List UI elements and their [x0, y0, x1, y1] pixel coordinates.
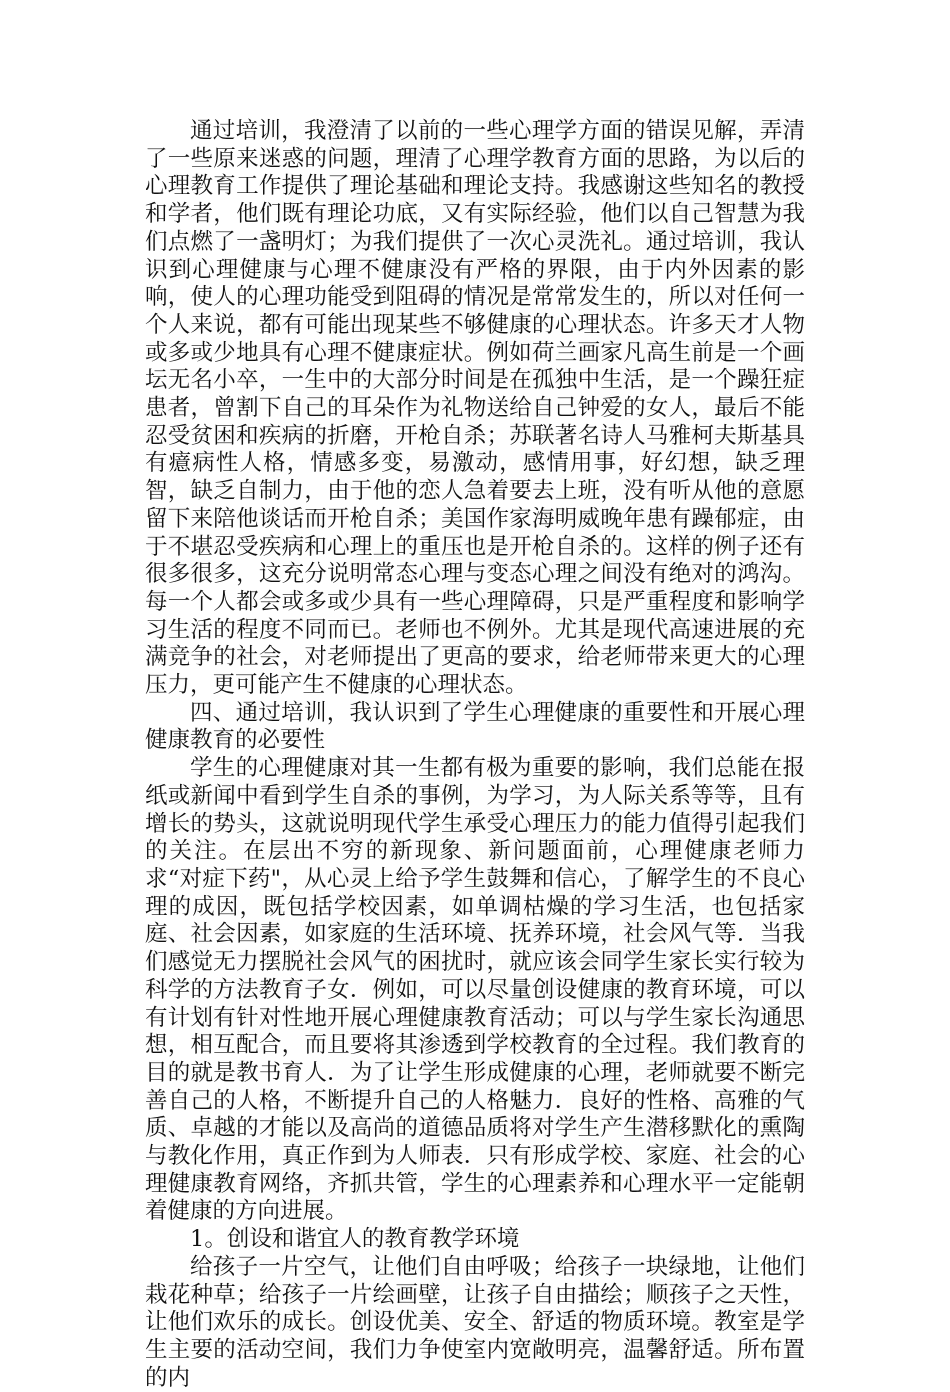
section-heading: 四、通过培训，我认识到了学生心理健康的重要性和开展心理健康教育的必要性 [145, 699, 805, 754]
body-paragraph: 通过培训，我澄清了以前的一些心理学方面的错误见解，弄清了一些原来迷惑的问题，理清了心理学教育方面的思路，为以后的心理教育工作提供了理论基础和理论支持。我感谢这些知名的教授和学者，他们既有理论功底，又有实际经验，他们以自己智慧为我们点燃了一盏明灯；为我们提供了一次心灵洗礼。通过培训，我认识到心理健康与心理不健康没有严格的界限，由于内外因素的影响，使人的心理功能受到阻碍的情况是常常发生的，所以对任何一个人来说，都有可能出现某些不够健康的心理状态。许多天才人物或多或少地具有心理不健康症状。例如荷兰画家凡高生前是一个画坛无名小卒，一生中的大部分时间是在孤独中生活，是一个躁狂症患者，曾割下自己的耳朵作为礼物送给自己钟爱的女人，最后不能忍受贫困和疾病的折磨，开枪自杀；苏联著名诗人马雅柯夫斯基具有癔病性人格，情感多变，易激动，感情用事，好幻想，缺乏理智，缺乏自制力，由于他的恋人急着要去上班，没有听从他的意愿留下来陪他谈话而开枪自杀；美国作家海明威晚年患有躁郁症，由于不堪忍受疾病和心理上的重压也是开枪自杀的。这样的例子还有很多很多，这充分说明常态心理与变态心理之间没有绝对的鸿沟。每一个人都会或多或少具有一些心理障碍，只是严重程度和影响学习生活的程度不同而已。老师也不例外。尤其是现代高速进展的充满竞争的社会，对老师提出了更高的要求，给老师带来更大的心理压力，更可能产生不健康的心理状态。 [145, 118, 805, 699]
document-body [145, 118, 805, 1392]
body-paragraph: 学生的心理健康对其一生都有极为重要的影响，我们总能在报纸或新闻中看到学生自杀的事例，为学习，为人际关系等等，且有增长的势头，这就说明现代学生承受心理压力的能力值得引起我们的关注。在层出不穷的新现象、新问题面前，心理健康老师力求“对症下药"，从心灵上给予学生鼓舞和信心，了解学生的不良心理的成因，既包括学校因素，如单调枯燥的学习生活，也包括家庭、社会因素，如家庭的生活环境、抚养环境，社会风气等．当我们感觉无力摆脱社会风气的困扰时，就应该会同学生家长实行较为科学的方法教育子女．例如，可以尽量创设健康的教育环境，可以有计划有针对性地开展心理健康教育活动；可以与学生家长沟通思想，相互配合，而且要将其渗透到学校教育的全过程。我们教育的目的就是教书育人．为了让学生形成健康的心理，老师就要不断完善自己的人格，不断提升自己的人格魅力．良好的性格、高雅的气质、卓越的才能以及高尚的道德品质将对学生产生潜移默化的熏陶与教化作用，真正作到为人师表．只有形成学校、家庭、社会的心理健康教育网络，齐抓共管，学生的心理素养和心理水平一定能朝着健康的方向进展。 [145, 755, 805, 1225]
subsection-heading: 1。创设和谐宜人的教育教学环境 [190, 1226, 520, 1253]
body-paragraph: 给孩子一片空气，让他们自由呼吸；给孩子一块绿地，让他们栽花种草；给孩子一片绘画壁，让孩子自由描绘；顺孩子之天性，让他们欢乐的成长。创设优美、安全、舒适的物质环境。教室是学生主要的活动空间，我们力争使室内宽敞明亮，温馨舒适。所布置的内 [145, 1253, 805, 1391]
